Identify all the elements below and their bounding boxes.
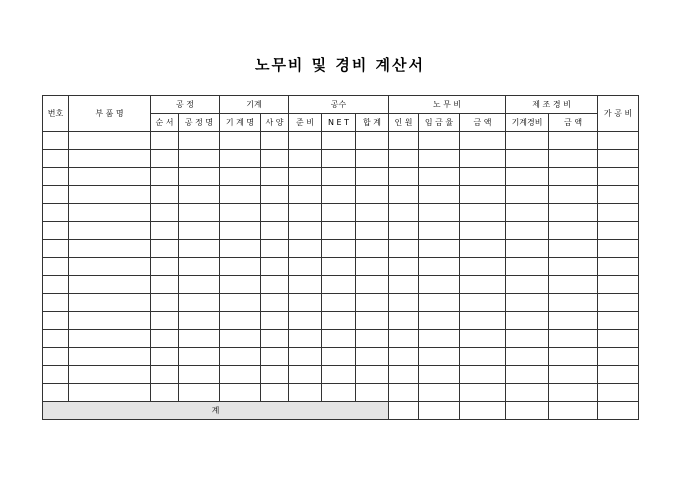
table-cell[interactable] <box>220 168 261 186</box>
table-cell[interactable] <box>289 222 322 240</box>
table-cell[interactable] <box>549 366 598 384</box>
table-cell[interactable] <box>43 366 69 384</box>
table-cell[interactable] <box>322 204 356 222</box>
subheader-machine-expense: 기계경비 <box>506 114 549 132</box>
table-cell[interactable] <box>69 294 151 312</box>
table-cell[interactable] <box>598 348 639 366</box>
table-cell[interactable] <box>322 384 356 402</box>
table-cell[interactable] <box>549 276 598 294</box>
header-process: 공 정 <box>151 96 220 114</box>
table-cell[interactable] <box>220 258 261 276</box>
table-cell[interactable] <box>261 366 289 384</box>
table-cell[interactable] <box>356 366 389 384</box>
table-cell[interactable] <box>69 240 151 258</box>
table-cell[interactable] <box>43 312 69 330</box>
table-cell[interactable] <box>598 150 639 168</box>
table-cell[interactable] <box>220 150 261 168</box>
subheader-process-name: 공 정 명 <box>179 114 220 132</box>
table-cell[interactable] <box>151 348 179 366</box>
table-cell[interactable] <box>506 240 549 258</box>
table-cell[interactable] <box>598 168 639 186</box>
table-row <box>43 312 639 330</box>
table-row <box>43 204 639 222</box>
table-cell[interactable] <box>419 366 460 384</box>
table-cell[interactable] <box>220 204 261 222</box>
table-cell[interactable] <box>506 132 549 150</box>
table-cell[interactable] <box>261 330 289 348</box>
table-cell[interactable] <box>151 330 179 348</box>
table-cell[interactable] <box>356 258 389 276</box>
table-cell[interactable] <box>289 294 322 312</box>
table-cell[interactable] <box>598 186 639 204</box>
header-number: 번호 <box>43 96 69 132</box>
table-row <box>43 222 639 240</box>
labor-expense-table <box>42 95 639 420</box>
table-cell[interactable] <box>179 276 220 294</box>
table-cell[interactable] <box>43 294 69 312</box>
total-cell[interactable] <box>598 402 639 420</box>
table-cell[interactable] <box>322 276 356 294</box>
subheader-net: N E T <box>322 114 356 132</box>
table-cell[interactable] <box>43 168 69 186</box>
table-cell[interactable] <box>356 294 389 312</box>
table-cell[interactable] <box>460 222 506 240</box>
table-row <box>43 348 639 366</box>
table-cell[interactable] <box>289 258 322 276</box>
table-cell[interactable] <box>261 186 289 204</box>
table-cell[interactable] <box>549 294 598 312</box>
table-cell[interactable] <box>460 294 506 312</box>
table-cell[interactable] <box>389 348 419 366</box>
table-cell[interactable] <box>69 258 151 276</box>
table-cell[interactable] <box>598 384 639 402</box>
table-cell[interactable] <box>322 150 356 168</box>
table-cell[interactable] <box>179 150 220 168</box>
table-body <box>43 132 639 402</box>
table-cell[interactable] <box>220 222 261 240</box>
table-cell[interactable] <box>389 240 419 258</box>
table-cell[interactable] <box>598 204 639 222</box>
table-cell[interactable] <box>69 150 151 168</box>
table-cell[interactable] <box>389 258 419 276</box>
table-cell[interactable] <box>151 276 179 294</box>
table-cell[interactable] <box>69 186 151 204</box>
table-cell[interactable] <box>151 150 179 168</box>
table-row <box>43 168 639 186</box>
table-cell[interactable] <box>261 168 289 186</box>
table-cell[interactable] <box>356 384 389 402</box>
table-cell[interactable] <box>69 222 151 240</box>
table-cell[interactable] <box>419 168 460 186</box>
table-cell[interactable] <box>460 384 506 402</box>
table-cell[interactable] <box>151 240 179 258</box>
table-cell[interactable] <box>151 312 179 330</box>
table-cell[interactable] <box>598 366 639 384</box>
table-cell[interactable] <box>549 204 598 222</box>
table-cell[interactable] <box>598 240 639 258</box>
table-cell[interactable] <box>356 348 389 366</box>
table-cell[interactable] <box>356 168 389 186</box>
table-cell[interactable] <box>419 132 460 150</box>
table-cell[interactable] <box>69 384 151 402</box>
table-cell[interactable] <box>460 258 506 276</box>
table-cell[interactable] <box>506 186 549 204</box>
table-row <box>43 240 639 258</box>
table-row <box>43 294 639 312</box>
table-cell[interactable] <box>549 330 598 348</box>
table-cell[interactable] <box>151 186 179 204</box>
table-cell[interactable] <box>261 294 289 312</box>
header-machine: 기계 <box>220 96 289 114</box>
table-cell[interactable] <box>43 258 69 276</box>
table-cell[interactable] <box>179 168 220 186</box>
header-part-name: 부 품 명 <box>69 96 151 132</box>
table-cell[interactable] <box>419 186 460 204</box>
table-cell[interactable] <box>598 312 639 330</box>
table-cell[interactable] <box>43 348 69 366</box>
table-cell[interactable] <box>549 132 598 150</box>
table-row <box>43 366 639 384</box>
table-cell[interactable] <box>69 132 151 150</box>
table-cell[interactable] <box>419 258 460 276</box>
subheader-wage-rate: 임 금 율 <box>419 114 460 132</box>
table-cell[interactable] <box>261 204 289 222</box>
table-row <box>43 330 639 348</box>
table-cell[interactable] <box>419 276 460 294</box>
table-row <box>43 384 639 402</box>
table-cell[interactable] <box>220 132 261 150</box>
total-cell[interactable] <box>549 402 598 420</box>
table-cell[interactable] <box>220 294 261 312</box>
table-cell[interactable] <box>460 366 506 384</box>
table-cell[interactable] <box>151 168 179 186</box>
table-cell[interactable] <box>419 150 460 168</box>
table-cell[interactable] <box>151 204 179 222</box>
table-cell[interactable] <box>43 240 69 258</box>
table-cell[interactable] <box>598 222 639 240</box>
subheader-sum: 합 계 <box>356 114 389 132</box>
table-cell[interactable] <box>322 258 356 276</box>
table-cell[interactable] <box>69 312 151 330</box>
table-cell[interactable] <box>179 186 220 204</box>
table-cell[interactable] <box>419 204 460 222</box>
table-row <box>43 150 639 168</box>
table-cell[interactable] <box>151 366 179 384</box>
table-cell[interactable] <box>356 240 389 258</box>
table-cell[interactable] <box>261 132 289 150</box>
table-cell[interactable] <box>389 186 419 204</box>
table-cell[interactable] <box>598 330 639 348</box>
table-cell[interactable] <box>506 258 549 276</box>
table-cell[interactable] <box>322 312 356 330</box>
table-cell[interactable] <box>69 204 151 222</box>
table-cell[interactable] <box>506 168 549 186</box>
table-cell[interactable] <box>389 294 419 312</box>
table-cell[interactable] <box>460 204 506 222</box>
table-cell[interactable] <box>151 132 179 150</box>
table-cell[interactable] <box>69 366 151 384</box>
table-cell[interactable] <box>389 222 419 240</box>
table-cell[interactable] <box>460 186 506 204</box>
table-cell[interactable] <box>549 150 598 168</box>
subheader-workers: 인 원 <box>389 114 419 132</box>
table-cell[interactable] <box>220 186 261 204</box>
table-cell[interactable] <box>419 384 460 402</box>
table-cell[interactable] <box>549 168 598 186</box>
table-cell[interactable] <box>460 330 506 348</box>
table-cell[interactable] <box>43 132 69 150</box>
table-cell[interactable] <box>43 186 69 204</box>
header-manufacturing-expense: 제 조 경 비 <box>506 96 598 114</box>
table-cell[interactable] <box>549 384 598 402</box>
table-cell[interactable] <box>419 330 460 348</box>
table-cell[interactable] <box>220 240 261 258</box>
table-cell[interactable] <box>419 294 460 312</box>
table-cell[interactable] <box>549 348 598 366</box>
table-cell[interactable] <box>506 348 549 366</box>
table-cell[interactable] <box>598 258 639 276</box>
table-cell[interactable] <box>549 222 598 240</box>
document-title: 노무비 및 경비 계산서 <box>254 56 426 74</box>
table-cell[interactable] <box>179 366 220 384</box>
table-cell[interactable] <box>389 276 419 294</box>
table-cell[interactable] <box>419 240 460 258</box>
header-processing-cost: 가 공 비 <box>598 96 639 132</box>
table-cell[interactable] <box>322 366 356 384</box>
table-cell[interactable] <box>179 330 220 348</box>
header-labor-cost: 노 무 비 <box>389 96 506 114</box>
table-cell[interactable] <box>322 222 356 240</box>
table-cell[interactable] <box>356 204 389 222</box>
table-cell[interactable] <box>261 258 289 276</box>
table-cell[interactable] <box>506 384 549 402</box>
table-cell[interactable] <box>549 258 598 276</box>
table-cell[interactable] <box>151 294 179 312</box>
subheader-labor-amount: 금 액 <box>460 114 506 132</box>
table-cell[interactable] <box>43 222 69 240</box>
table-cell[interactable] <box>179 240 220 258</box>
table-cell[interactable] <box>261 348 289 366</box>
table-cell[interactable] <box>322 168 356 186</box>
table-cell[interactable] <box>289 366 322 384</box>
table-cell[interactable] <box>460 132 506 150</box>
table-cell[interactable] <box>389 312 419 330</box>
table-cell[interactable] <box>389 204 419 222</box>
table-cell[interactable] <box>151 384 179 402</box>
table-cell[interactable] <box>460 348 506 366</box>
table-row <box>43 258 639 276</box>
total-cell[interactable] <box>419 402 460 420</box>
table-cell[interactable] <box>151 222 179 240</box>
table-cell[interactable] <box>220 330 261 348</box>
table-cell[interactable] <box>289 312 322 330</box>
table-cell[interactable] <box>289 384 322 402</box>
table-cell[interactable] <box>261 222 289 240</box>
total-cell[interactable] <box>506 402 549 420</box>
table-cell[interactable] <box>356 312 389 330</box>
table-cell[interactable] <box>549 240 598 258</box>
table-cell[interactable] <box>179 348 220 366</box>
table-cell[interactable] <box>389 366 419 384</box>
table-cell[interactable] <box>220 276 261 294</box>
subheader-setup: 준 비 <box>289 114 322 132</box>
table-cell[interactable] <box>460 276 506 294</box>
table-cell[interactable] <box>389 132 419 150</box>
table-cell[interactable] <box>261 150 289 168</box>
table-cell[interactable] <box>549 312 598 330</box>
table-cell[interactable] <box>261 312 289 330</box>
table-cell[interactable] <box>322 348 356 366</box>
table-cell[interactable] <box>389 168 419 186</box>
table-cell[interactable] <box>289 330 322 348</box>
table-cell[interactable] <box>261 384 289 402</box>
table-cell[interactable] <box>356 132 389 150</box>
table-cell[interactable] <box>356 276 389 294</box>
header-man-hours: 공수 <box>289 96 389 114</box>
table-cell[interactable] <box>389 330 419 348</box>
table-cell[interactable] <box>506 312 549 330</box>
table-cell[interactable] <box>419 348 460 366</box>
table-cell[interactable] <box>419 312 460 330</box>
table-cell[interactable] <box>289 276 322 294</box>
table-cell[interactable] <box>460 240 506 258</box>
table-cell[interactable] <box>460 168 506 186</box>
table-cell[interactable] <box>179 384 220 402</box>
table-cell[interactable] <box>389 150 419 168</box>
table-cell[interactable] <box>151 258 179 276</box>
table-cell[interactable] <box>506 366 549 384</box>
subheader-machine-name: 기 계 명 <box>220 114 261 132</box>
table-row <box>43 132 639 150</box>
table-cell[interactable] <box>598 294 639 312</box>
table-cell[interactable] <box>356 330 389 348</box>
table-cell[interactable] <box>43 150 69 168</box>
table-cell[interactable] <box>261 240 289 258</box>
table-cell[interactable] <box>460 312 506 330</box>
table-cell[interactable] <box>43 204 69 222</box>
table-cell[interactable] <box>69 276 151 294</box>
table-cell[interactable] <box>289 168 322 186</box>
table-cell[interactable] <box>43 276 69 294</box>
table-cell[interactable] <box>506 150 549 168</box>
table-cell[interactable] <box>322 330 356 348</box>
table-cell[interactable] <box>220 366 261 384</box>
table-cell[interactable] <box>322 132 356 150</box>
table-cell[interactable] <box>43 384 69 402</box>
table-cell[interactable] <box>289 348 322 366</box>
table-cell[interactable] <box>598 276 639 294</box>
table-cell[interactable] <box>261 276 289 294</box>
table-cell[interactable] <box>69 330 151 348</box>
table-cell[interactable] <box>179 132 220 150</box>
table-cell[interactable] <box>179 294 220 312</box>
table-cell[interactable] <box>460 150 506 168</box>
table-cell[interactable] <box>289 150 322 168</box>
table-cell[interactable] <box>289 204 322 222</box>
total-label: 계 <box>43 402 389 420</box>
table-cell[interactable] <box>549 186 598 204</box>
table-cell[interactable] <box>43 330 69 348</box>
table-cell[interactable] <box>69 168 151 186</box>
table-cell[interactable] <box>506 222 549 240</box>
table-cell[interactable] <box>289 240 322 258</box>
table-cell[interactable] <box>179 258 220 276</box>
total-cell[interactable] <box>389 402 419 420</box>
table-cell[interactable] <box>356 222 389 240</box>
table-cell[interactable] <box>289 186 322 204</box>
table-cell[interactable] <box>220 348 261 366</box>
table-cell[interactable] <box>322 294 356 312</box>
table-cell[interactable] <box>322 186 356 204</box>
table-cell[interactable] <box>322 240 356 258</box>
table-cell[interactable] <box>506 204 549 222</box>
table-cell[interactable] <box>356 186 389 204</box>
table-cell[interactable] <box>506 330 549 348</box>
table-cell[interactable] <box>506 294 549 312</box>
subheader-expense-amount: 금 액 <box>549 114 598 132</box>
table-cell[interactable] <box>289 132 322 150</box>
table-cell[interactable] <box>179 222 220 240</box>
subheader-spec: 사 양 <box>261 114 289 132</box>
table-cell[interactable] <box>69 348 151 366</box>
table-cell[interactable] <box>506 276 549 294</box>
table-cell[interactable] <box>179 204 220 222</box>
table-row <box>43 186 639 204</box>
table-cell[interactable] <box>179 312 220 330</box>
table-cell[interactable] <box>356 150 389 168</box>
subheader-order: 순 서 <box>151 114 179 132</box>
table-row <box>43 276 639 294</box>
table-cell[interactable] <box>220 312 261 330</box>
total-cell[interactable] <box>460 402 506 420</box>
table-cell[interactable] <box>419 222 460 240</box>
table-cell[interactable] <box>220 384 261 402</box>
table-cell[interactable] <box>389 384 419 402</box>
table-cell[interactable] <box>598 132 639 150</box>
